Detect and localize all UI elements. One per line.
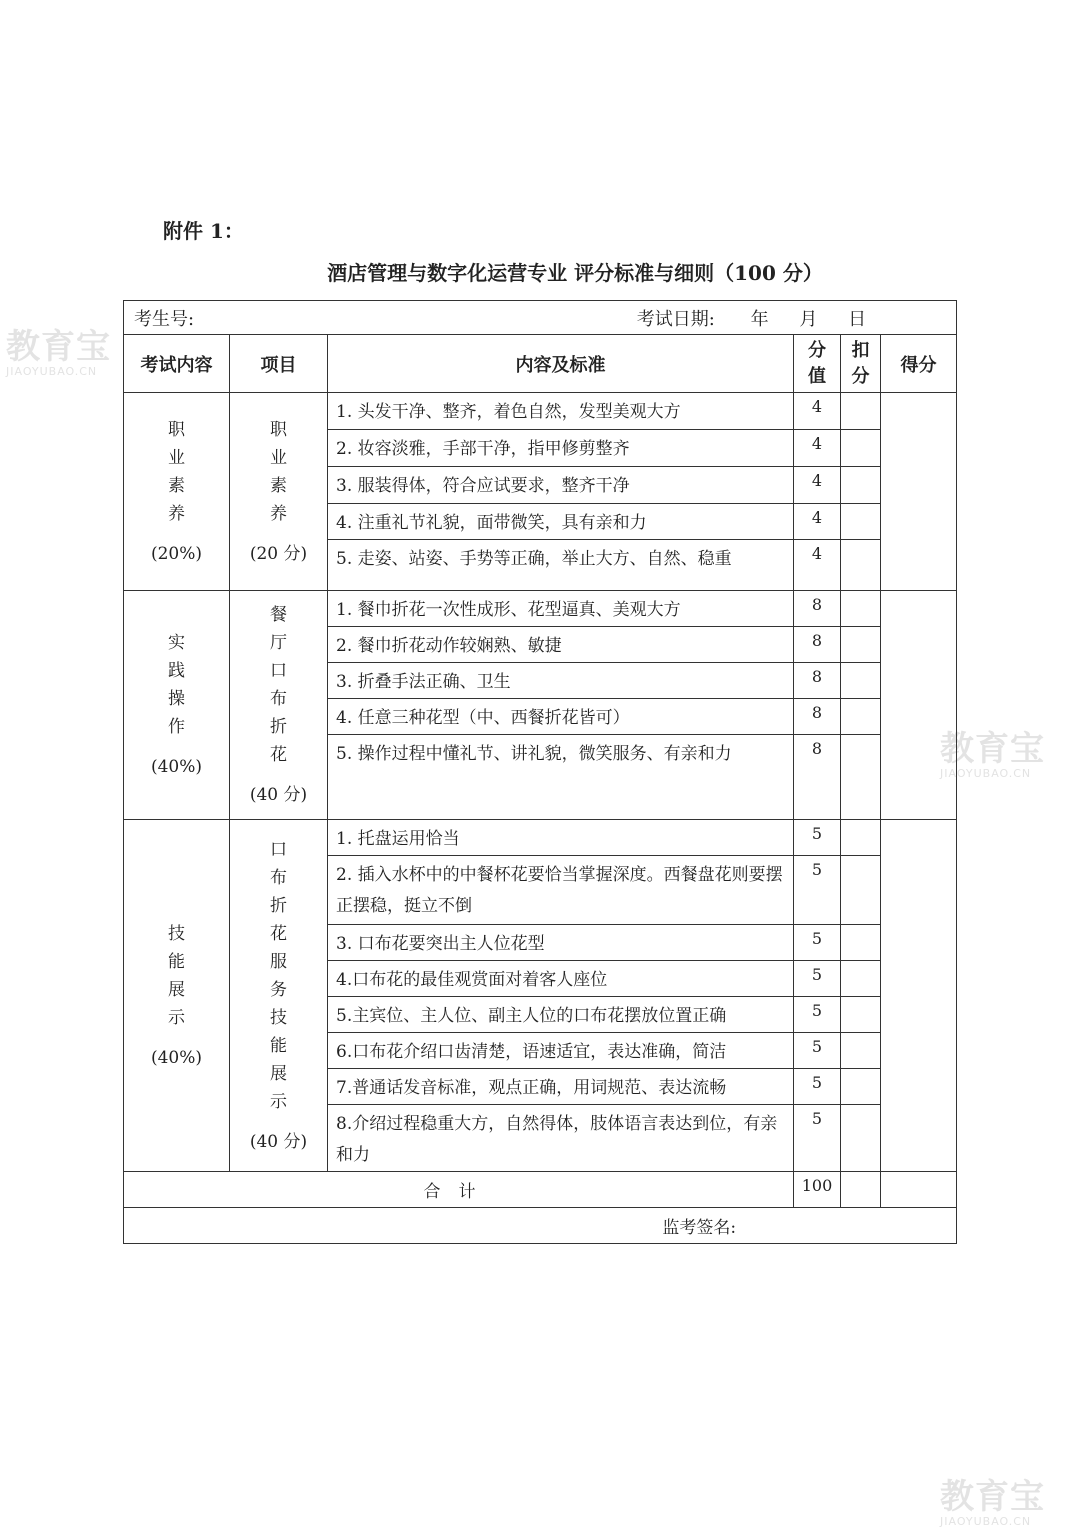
exam-content-cell xyxy=(124,591,230,820)
watermark-text: 教育宝 xyxy=(940,729,1045,769)
total-row xyxy=(124,1172,957,1208)
criterion-text: 1. 托盘运用恰当 xyxy=(328,820,794,856)
criterion-text: 1. 餐巾折花一次性成形、花型逼真、美观大方 xyxy=(328,591,794,627)
criterion-text: 2. 餐巾折花动作较娴熟、敏捷 xyxy=(328,627,794,663)
criterion-text: 5. 走姿、站姿、手势等正确，举止大方、自然、稳重 xyxy=(328,540,794,591)
header-deduct: 扣 分 xyxy=(841,335,881,393)
project-label: 职 业 素 养 xyxy=(270,419,287,524)
criterion-score: 5 xyxy=(794,1033,841,1069)
criterion-score: 5 xyxy=(794,925,841,961)
criterion-score: 5 xyxy=(794,997,841,1033)
criterion-row xyxy=(124,393,957,430)
header-standard: 内容及标准 xyxy=(328,335,794,393)
criterion-text: 5.主宾位、主人位、副主人位的口布花摆放位置正确 xyxy=(328,997,794,1033)
exam-content-label: 实 践 操 作 xyxy=(168,633,185,737)
criterion-text: 6.口布花介绍口齿清楚，语速适宜，表达准确，简洁 xyxy=(328,1033,794,1069)
criterion-text: 7.普通话发音标准，观点正确，用词规范、表达流畅 xyxy=(328,1069,794,1105)
deduct-cell[interactable] xyxy=(841,627,881,663)
scoring-table xyxy=(123,300,957,1244)
deduct-cell[interactable] xyxy=(841,663,881,699)
criterion-score: 5 xyxy=(794,1105,841,1172)
supervisor-signature-label: 监考签名: xyxy=(124,1208,957,1244)
criterion-score: 8 xyxy=(794,591,841,627)
criterion-score: 8 xyxy=(794,735,841,820)
criterion-score: 4 xyxy=(794,430,841,467)
exam-date-label: 考试日期: xyxy=(636,308,715,330)
project-points: (40 分) xyxy=(249,1131,308,1152)
deduct-cell[interactable] xyxy=(841,699,881,735)
deduct-cell[interactable] xyxy=(841,393,881,430)
year-label: 年 xyxy=(750,308,769,330)
criterion-row xyxy=(124,820,957,856)
exam-info-row xyxy=(124,301,957,335)
day-label: 日 xyxy=(848,308,867,330)
project-points: (40 分) xyxy=(249,785,308,805)
criterion-text: 3. 口布花要突出主人位花型 xyxy=(328,925,794,961)
criterion-score: 4 xyxy=(794,504,841,540)
total-label: 合计 xyxy=(124,1172,794,1208)
deduct-cell[interactable] xyxy=(841,820,881,856)
project-points: (20 分) xyxy=(249,543,308,564)
watermark-text: 教育宝 xyxy=(940,1477,1045,1517)
criterion-score: 8 xyxy=(794,627,841,663)
criterion-row xyxy=(124,591,957,627)
month-label: 月 xyxy=(799,308,818,330)
watermark-url: JIAOYUBAO.CN xyxy=(940,1515,1032,1528)
got-score-cell[interactable] xyxy=(881,820,957,1172)
criterion-text: 2. 插入水杯中的中餐杯花要恰当掌握深度。西餐盘花则要摆正摆稳，挺立不倒 xyxy=(328,856,794,925)
candidate-no-label: 考生号: xyxy=(134,308,195,330)
criterion-score: 8 xyxy=(794,663,841,699)
criterion-text: 5. 操作过程中懂礼节、讲礼貌，微笑服务、有亲和力 xyxy=(328,735,794,820)
criterion-text: 3. 服装得体，符合应试要求，整齐干净 xyxy=(328,467,794,504)
exam-content-label: 技 能 展 示 xyxy=(168,923,185,1028)
deduct-cell[interactable] xyxy=(841,467,881,504)
criterion-text: 1. 头发干净、整齐，着色自然，发型美观大方 xyxy=(328,393,794,430)
exam-content-weight: (40%) xyxy=(150,1047,203,1068)
project-cell xyxy=(230,591,328,820)
deduct-cell[interactable] xyxy=(841,591,881,627)
exam-content-weight: (40%) xyxy=(150,757,203,777)
criterion-score: 5 xyxy=(794,820,841,856)
total-score: 100 xyxy=(794,1172,841,1208)
attachment-label: 附件 1： xyxy=(163,219,244,243)
criterion-text: 4. 注重礼节礼貌，面带微笑，具有亲和力 xyxy=(328,504,794,540)
header-got: 得分 xyxy=(881,335,957,393)
watermark-bottom xyxy=(940,1477,1045,1528)
deduct-cell[interactable] xyxy=(841,856,881,925)
document-title: 酒店管理与数字化运营专业 评分标准与细则（100 分） xyxy=(327,261,823,285)
supervisor-row xyxy=(124,1208,957,1244)
header-content: 考试内容 xyxy=(124,335,230,393)
criterion-text: 4.口布花的最佳观赏面对着客人座位 xyxy=(328,961,794,997)
criterion-score: 8 xyxy=(794,699,841,735)
deduct-cell[interactable] xyxy=(841,1033,881,1069)
deduct-cell[interactable] xyxy=(841,430,881,467)
criterion-score: 5 xyxy=(794,856,841,925)
criterion-score: 5 xyxy=(794,961,841,997)
watermark-left xyxy=(6,327,111,378)
criterion-text: 3. 折叠手法正确、卫生 xyxy=(328,663,794,699)
header-row xyxy=(124,335,957,393)
watermark-url: JIAOYUBAO.CN xyxy=(940,767,1032,780)
total-got-cell[interactable] xyxy=(881,1172,957,1208)
deduct-cell[interactable] xyxy=(841,735,881,820)
project-cell xyxy=(230,820,328,1172)
criterion-score: 4 xyxy=(794,393,841,430)
project-cell xyxy=(230,393,328,591)
deduct-cell[interactable] xyxy=(841,1105,881,1172)
exam-content-label: 职 业 素 养 xyxy=(168,419,185,524)
exam-content-cell xyxy=(124,393,230,591)
deduct-cell[interactable] xyxy=(841,925,881,961)
watermark-text: 教育宝 xyxy=(6,327,111,367)
watermark-url: JIAOYUBAO.CN xyxy=(6,365,98,378)
criterion-score: 4 xyxy=(794,540,841,591)
exam-content-weight: (20%) xyxy=(150,543,203,564)
deduct-cell[interactable] xyxy=(841,540,881,591)
criterion-text: 4. 任意三种花型（中、西餐折花皆可） xyxy=(328,699,794,735)
header-project: 项目 xyxy=(230,335,328,393)
exam-content-cell xyxy=(124,820,230,1172)
criterion-text: 2. 妆容淡雅，手部干净，指甲修剪整齐 xyxy=(328,430,794,467)
deduct-cell[interactable] xyxy=(841,504,881,540)
project-label: 餐 厅 口 布 折 花 xyxy=(270,605,287,765)
got-score-cell[interactable] xyxy=(881,591,957,820)
header-score-value: 分 值 xyxy=(794,335,841,393)
deduct-cell[interactable] xyxy=(841,997,881,1033)
got-score-cell[interactable] xyxy=(881,393,957,591)
criterion-score: 5 xyxy=(794,1069,841,1105)
deduct-cell[interactable] xyxy=(841,961,881,997)
criterion-text: 8.介绍过程稳重大方，自然得体，肢体语言表达到位，有亲和力 xyxy=(328,1105,794,1172)
criterion-score: 4 xyxy=(794,467,841,504)
deduct-cell[interactable] xyxy=(841,1069,881,1105)
project-label: 口 布 折 花 服 务 技 能 展 示 xyxy=(270,839,287,1112)
total-deduct-cell[interactable] xyxy=(841,1172,881,1208)
